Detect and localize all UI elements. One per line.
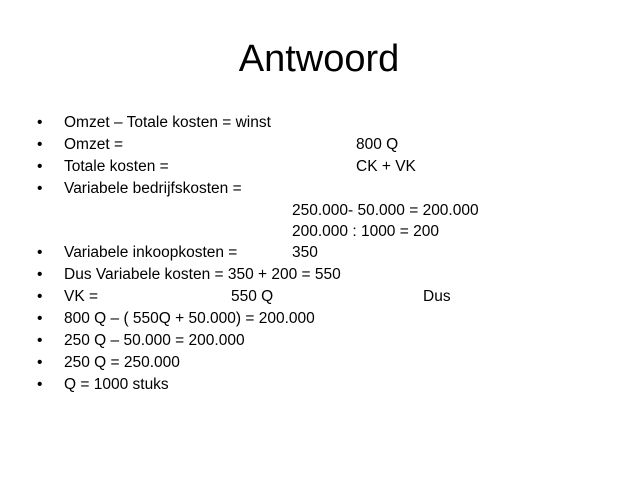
bullet-text-result: Q = 1000 stuks — [64, 376, 169, 393]
slide-title: Antwoord — [238, 38, 400, 80]
bullet-marker: • — [37, 376, 43, 393]
bullet-text-equation-2: 250 Q – 50.000 = 200.000 — [64, 332, 245, 349]
bullet-text-vk-value: 550 Q — [231, 288, 274, 305]
bullet-marker: • — [37, 158, 43, 175]
bullet-marker: • — [37, 354, 43, 371]
bullet-text-variabele-kosten: Dus Variabele kosten = 350 + 200 = 550 — [64, 266, 341, 283]
bullet-text-equation-3: 250 Q = 250.000 — [64, 354, 180, 371]
bullet-text-equation-1: 800 Q – ( 550Q + 50.000) = 200.000 — [64, 310, 315, 327]
calc-line-1: 250.000- 50.000 = 200.000 — [292, 202, 479, 219]
bullet-text-dus: Dus — [423, 288, 451, 305]
bullet-marker: • — [37, 288, 43, 305]
bullet-text-totale-kosten-label: Totale kosten = — [64, 158, 169, 175]
bullet-marker: • — [37, 332, 43, 349]
bullet-text-omzet-value: 800 Q — [356, 136, 399, 153]
bullet-text-inkoopkosten-value: 350 — [292, 244, 318, 261]
bullet-text-inkoopkosten-label: Variabele inkoopkosten = — [64, 244, 238, 261]
bullet-marker: • — [37, 180, 43, 197]
bullet-marker: • — [37, 114, 43, 131]
bullet-text-omzet-label: Omzet = — [64, 136, 124, 153]
bullet-marker: • — [37, 266, 43, 283]
bullet-text-totale-kosten-value: CK + VK — [356, 158, 416, 175]
bullet-marker: • — [37, 310, 43, 327]
calc-line-2: 200.000 : 1000 = 200 — [292, 223, 439, 240]
bullet-marker: • — [37, 136, 43, 153]
bullet-text-variabele-bedrijfskosten: Variabele bedrijfskosten = — [64, 180, 242, 197]
bullet-marker: • — [37, 244, 43, 261]
bullet-text-omzet-winst: Omzet – Totale kosten = winst — [64, 114, 271, 131]
bullet-text-vk-label: VK = — [64, 288, 99, 305]
